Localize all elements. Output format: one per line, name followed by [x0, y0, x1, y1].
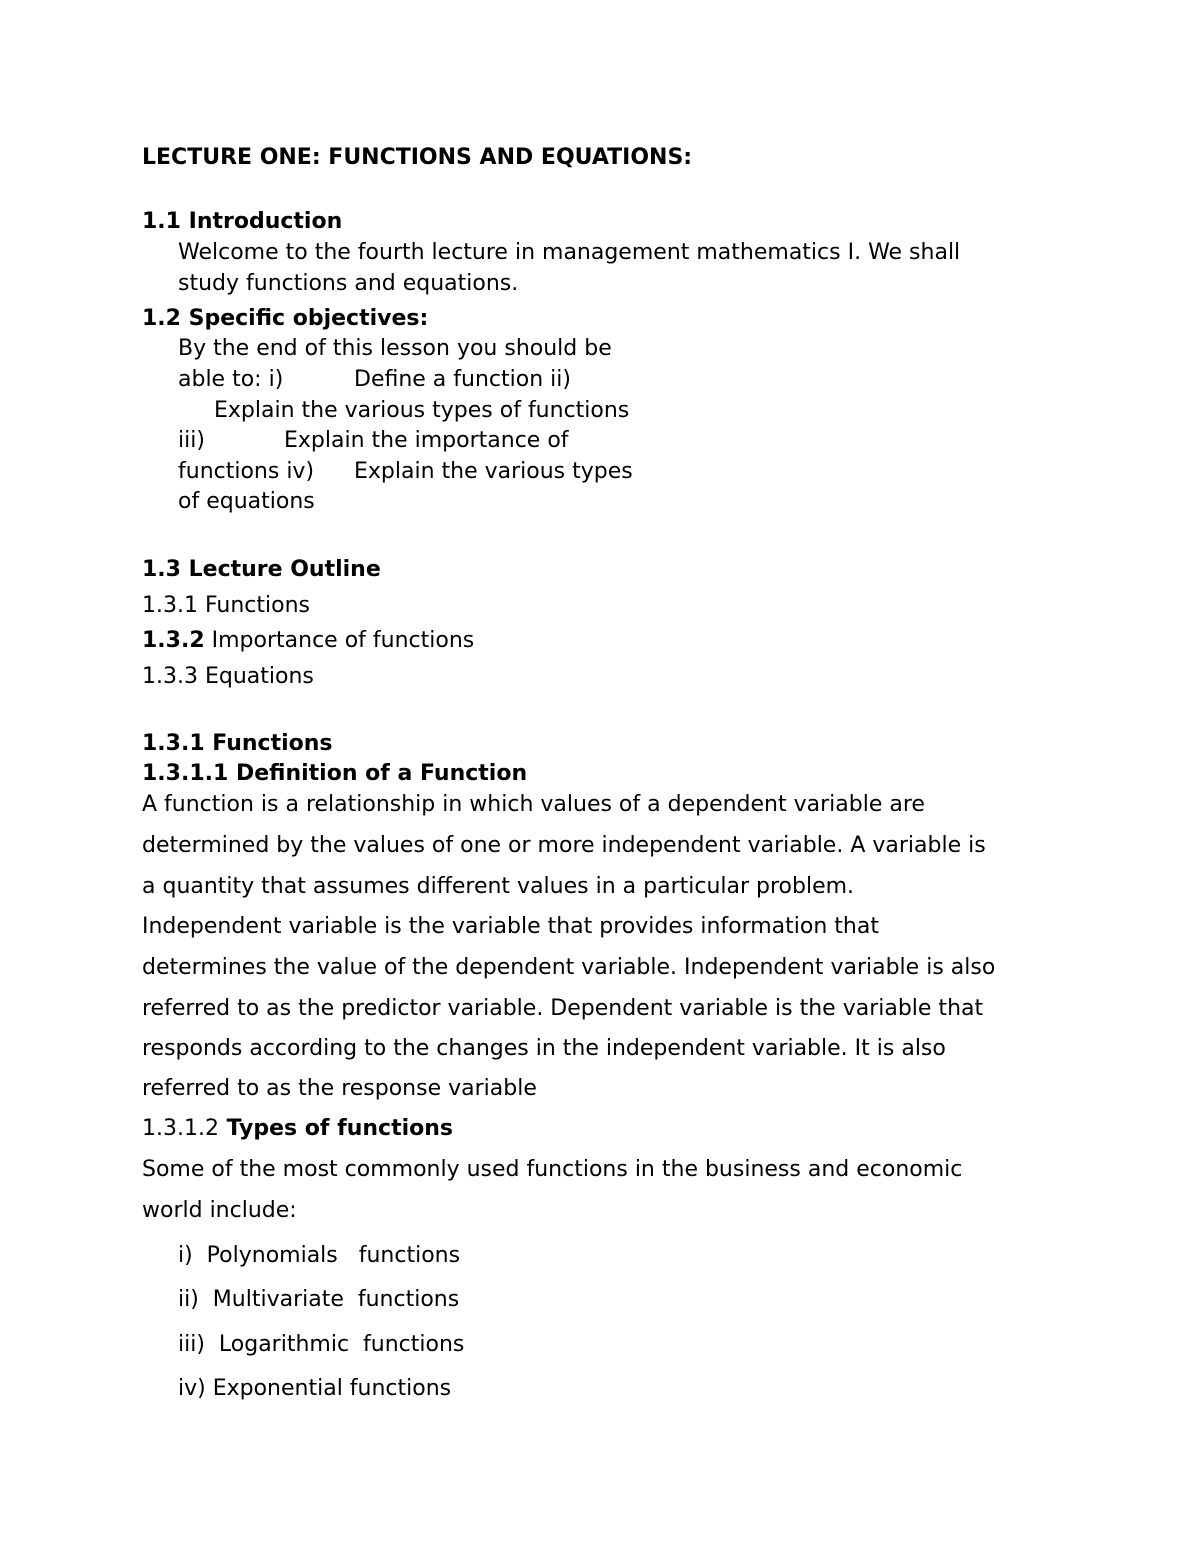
objective-label: able to: i) — [178, 367, 284, 392]
list-item: iii) Logarithmic functions — [178, 1332, 465, 1357]
definition-line: referred to as the predictor variable. Dependent variable is the variable that — [142, 996, 984, 1021]
definition-line: a quantity that assumes different values in a particular problem. — [142, 874, 855, 899]
functions-heading: 1.3.1 Functions — [142, 731, 333, 756]
objective-label: iii) — [178, 428, 205, 453]
definition-line: determines the value of the dependent variable. Independent variable is also — [142, 955, 996, 980]
intro-line: Welcome to the fourth lecture in management mathematics I. We shall — [178, 240, 961, 265]
list-item: iv) Exponential functions — [178, 1376, 452, 1401]
list-item: ii) Multivariate functions — [178, 1287, 460, 1312]
objectives-line — [178, 459, 633, 485]
outline-item: 1.3.3 Equations — [142, 664, 314, 689]
types-intro-line: world include: — [142, 1198, 297, 1223]
definition-line: responds according to the changes in the independent variable. It is also — [142, 1036, 946, 1061]
objectives-line — [178, 367, 571, 393]
list-item: i) Polynomials functions — [178, 1243, 461, 1268]
objective-text: Explain the various types — [354, 459, 633, 484]
objectives-heading: 1.2 Specific objectives: — [142, 306, 429, 331]
outline-item: 1.3.1 Functions — [142, 593, 311, 618]
definition-line: A function is a relationship in which values of a dependent variable are — [142, 792, 925, 817]
objective-label: functions iv) — [178, 459, 315, 484]
outline-heading: 1.3 Lecture Outline — [142, 557, 381, 582]
objectives-line: of equations — [178, 489, 315, 514]
types-number: 1.3.1.2 — [142, 1116, 219, 1141]
definition-heading: 1.3.1.1 Definition of a Function — [142, 761, 528, 786]
objectives-line: By the end of this lesson you should be — [178, 336, 612, 361]
intro-line: study functions and equations. — [178, 271, 519, 296]
definition-line: Independent variable is the variable that provides information that — [142, 914, 879, 939]
outline-item-number: 1.3.2 — [142, 628, 205, 653]
types-intro-line: Some of the most commonly used functions in the business and economic — [142, 1157, 963, 1182]
intro-heading: 1.1 Introduction — [142, 209, 343, 234]
definition-line: referred to as the response variable — [142, 1076, 537, 1101]
objective-text: Define a function ii) — [354, 367, 571, 392]
lecture-title: LECTURE ONE: FUNCTIONS AND EQUATIONS: — [142, 145, 693, 170]
outline-item-text: Importance of functions — [204, 628, 475, 653]
objective-text: Explain the importance of — [284, 428, 569, 453]
definition-line: determined by the values of one or more independent variable. A variable is — [142, 833, 986, 858]
types-heading — [142, 1116, 453, 1142]
objectives-line — [178, 428, 569, 454]
types-title: Types of functions — [218, 1116, 453, 1141]
objectives-line: Explain the various types of functions — [214, 398, 630, 423]
outline-item — [142, 628, 474, 654]
